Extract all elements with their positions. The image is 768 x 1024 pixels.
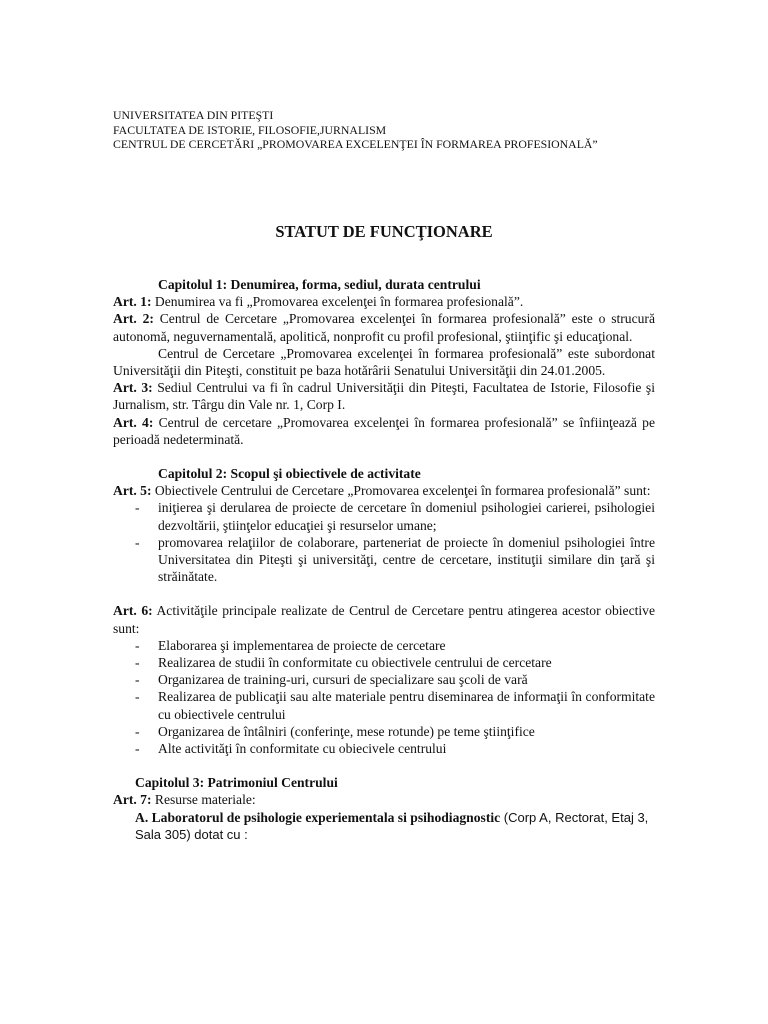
article-5-text: Obiectivele Centrului de Cercetare „Promovarea excelenţei în formarea profesională” sunt:	[151, 483, 651, 499]
article-6	[113, 602, 655, 636]
article-5-label: Art. 5:	[113, 483, 152, 499]
dash-marker: -	[135, 689, 140, 705]
dash-marker: -	[135, 672, 140, 688]
article-1	[113, 293, 655, 310]
dash-marker: -	[135, 500, 140, 516]
list-item: - promovarea relaţiilor de colaborare, parteneriat de proiecte în domeniul psihologiei între Universitatea din Piteşti şi universităţi, centre de cercetare, instituţii similare din ţară şi străinătate.	[135, 534, 655, 585]
article-5	[113, 482, 655, 499]
article-6-list	[113, 637, 655, 757]
chapter-1-heading: Capitolul 1: Denumirea, forma, sediul, durata centrului	[158, 277, 481, 292]
list-item: - Organizarea de training-uri, cursuri de specializare sau şcoli de vară	[135, 672, 528, 688]
list-item: - Alte activităţi în conformitate cu obiecivele centrului	[135, 741, 447, 757]
article-2	[113, 310, 655, 344]
header-research-center: CENTRUL DE CERCETĂRI „PROMOVAREA EXCELENŢEI ÎN FORMAREA PROFESIONALĂ”	[113, 137, 598, 151]
article-2-label: Art. 2:	[113, 311, 154, 327]
dash-marker: -	[135, 534, 140, 550]
section-a-title: A. Laboratorul de psihologie experiementala si psihodiagnostic	[135, 809, 501, 825]
article-6-label: Art. 6:	[113, 603, 153, 619]
article-4-label: Art. 4:	[113, 414, 154, 430]
article-4	[113, 414, 655, 448]
article-7	[113, 791, 655, 808]
article-3	[113, 379, 655, 413]
article-3-label: Art. 3:	[113, 380, 153, 396]
article-3-text: Sediul Centrului va fi în cadrul Universităţii din Piteşti, Facultatea de Istorie, Filosofie şi Jurnalism, str. Târgu din Vale nr. 1, Corp I.	[113, 380, 655, 413]
list-item: - Realizarea de publicaţii sau alte materiale pentru diseminarea de informaţii în conformitate cu obiectivele centrului	[135, 689, 655, 722]
article-7-text: Resurse materiale:	[151, 792, 256, 808]
article-5-list	[113, 499, 655, 585]
article-2-paragraph-2: Centrul de Cercetare „Promovarea excelenţei în formarea profesională” este subordonat Universităţii din Piteşti, constituit pe baza hotărârii Senatului Universităţii din 24.01.2005.	[113, 345, 655, 379]
section-a-laboratory	[113, 809, 655, 843]
header-faculty: FACULTATEA DE ISTORIE, FILOSOFIE,JURNALISM	[113, 122, 387, 137]
dash-marker: -	[135, 741, 140, 757]
institution-header	[113, 108, 598, 152]
list-item: - Elaborarea şi implementarea de proiecte de cercetare	[135, 637, 446, 653]
article-2-text: Centrul de Cercetare „Promovarea excelenţei în formarea profesională” este o strucură autonomă, neguvernamentală, apolitică, nonprofit cu profil profesional, ştiinţific şi educaţional.	[113, 311, 655, 344]
article-1-text: Denumirea va fi „Promovarea excelenţei în formarea profesională”.	[151, 294, 524, 310]
dash-marker: -	[135, 637, 140, 653]
list-item: - Organizarea de întâlniri (conferinţe, mese rotunde) pe teme ştiinţifice	[135, 723, 535, 739]
article-6-text: Activităţile principale realizate de Centrul de Cercetare pentru atingerea acestor obiective sunt:	[113, 603, 655, 636]
list-item: - Realizarea de studii în conformitate cu obiectivele centrului de cercetare	[135, 655, 552, 671]
dash-marker: -	[135, 655, 140, 671]
header-university: UNIVERSITATEA DIN PITEŞTI	[113, 108, 274, 122]
document-title: STATUT DE FUNCŢIONARE	[275, 222, 493, 241]
article-1-label: Art. 1:	[113, 294, 152, 310]
chapter-3-heading: Capitolul 3: Patrimoniul Centrului	[135, 775, 338, 791]
article-4-text: Centrul de cercetare „Promovarea excelenţei în formarea profesională” se înfiinţează pe perioadă nedeterminată.	[113, 414, 655, 447]
dash-marker: -	[135, 723, 140, 739]
document-body	[113, 276, 655, 843]
list-item: - iniţierea şi derularea de proiecte de cercetare în domeniul psihologiei carierei, psihologiei dezvoltării, ştiinţelor educaţiei şi resurselor umane;	[135, 500, 655, 533]
chapter-2-heading: Capitolul 2: Scopul şi obiectivele de activitate	[158, 466, 421, 482]
article-7-label: Art. 7:	[113, 792, 152, 808]
section-a-text: (Corp A, Rectorat, Etaj 3, Sala 305) dotat cu :	[135, 809, 649, 842]
